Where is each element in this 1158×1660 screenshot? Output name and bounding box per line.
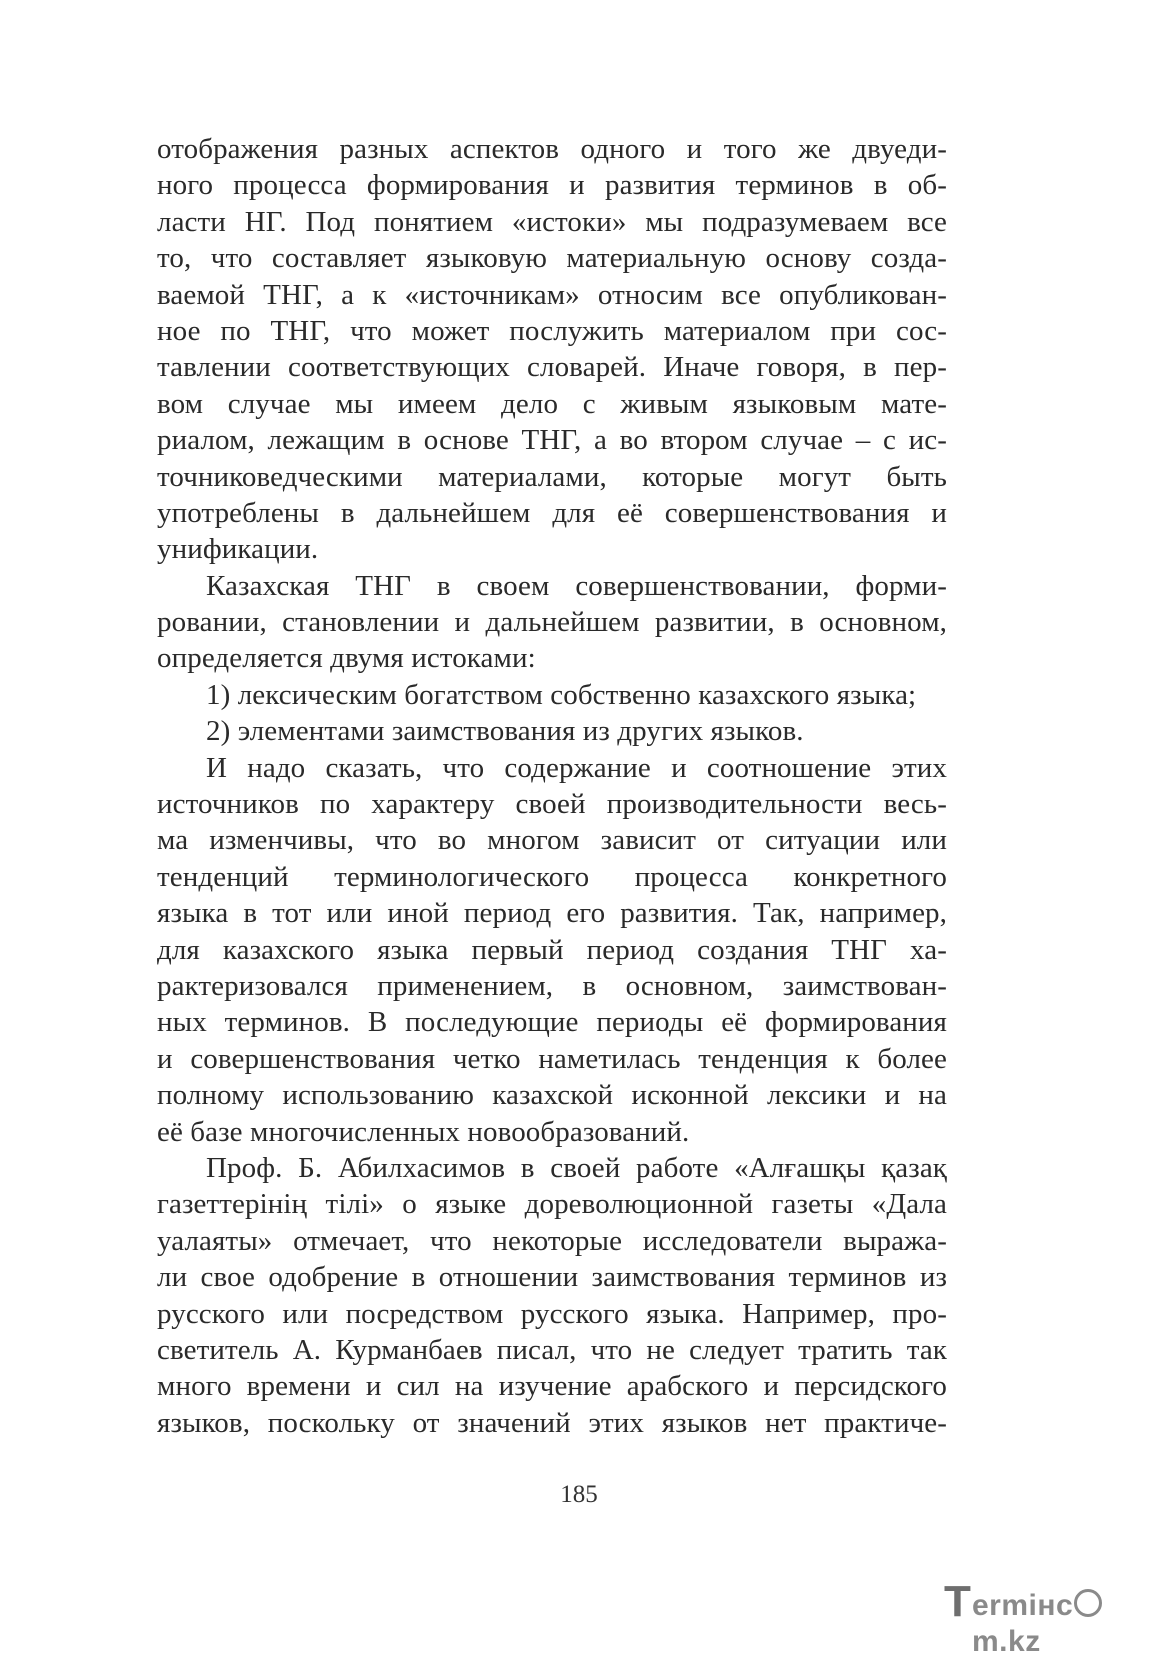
terminkom-watermark-logo (944, 1577, 1150, 1658)
text-line: тенденций терминологического процесса конкретного (157, 860, 947, 893)
text-line: употреблены в дальнейшем для её совершенствования и (157, 496, 947, 529)
text-line: уалаяты» отмечает, что некоторые исследователи выража- (157, 1224, 947, 1257)
text-line: для казахского языка первый период создания ТНГ ха- (157, 933, 947, 966)
text-line: ное по ТНГ, что может послужить материалом при сос- (157, 314, 947, 347)
text-line: светитель А. Курманбаев писал, что не следует тратить так (157, 1333, 947, 1366)
text-line: ли свое одобрение в отношении заимствования терминов из (157, 1261, 947, 1294)
text-line: определяется двумя истоками: (157, 642, 536, 675)
text-line: её базе многочисленных новообразований. (157, 1115, 690, 1148)
paragraph (157, 713, 947, 749)
text-line: И надо сказать, что содержание и соотношение этих (206, 751, 947, 784)
text-line: Казахская ТНГ в своем совершенствовании, форми- (206, 569, 947, 602)
text-line: вом случае мы имеем дело с живым языковым мате- (157, 387, 947, 420)
text-line: 2) элементами заимствования из других языков. (206, 715, 804, 748)
text-line: Проф. Б. Абилхасимов в своей работе «Алғашқы қазақ (206, 1151, 947, 1184)
watermark-letter-t: T (944, 1577, 971, 1626)
text-line: русского или посредством русского языка. Например, про- (157, 1297, 947, 1330)
text-line: много времени и сил на изучение арабского и персидского (157, 1370, 947, 1403)
paragraph (157, 677, 947, 713)
text-line: тавлении соответствующих словарей. Иначе говоря, в пер- (157, 351, 947, 384)
text-line: ровании, становлении и дальнейшем развитии, в основном, (157, 606, 947, 639)
text-line: точниковедческими материалами, которые могут быть (157, 460, 947, 493)
watermark-magnifier-icon (1074, 1589, 1102, 1617)
text-line: газеттерінің тілі» о языке дореволюционной газеты «Дала (157, 1188, 947, 1221)
text-line: риалом, лежащим в основе ТНГ, а во втором случае – с ис- (157, 424, 947, 457)
watermark-text (972, 1588, 1150, 1660)
text-line: ма изменчивы, что во многом зависит от ситуации или (157, 824, 947, 857)
text-line: языков, поскольку от значений этих языков нет практиче- (157, 1406, 947, 1439)
text-line: унификации. (157, 533, 319, 566)
paragraph (157, 750, 947, 1150)
watermark-text-part1: ermінc (972, 1589, 1074, 1622)
text-line: то, что составляет языковую материальную основу созда- (157, 242, 947, 275)
paragraph (157, 568, 947, 677)
page-number: 185 (560, 1481, 598, 1508)
text-line: языка в тот или иной период его развития. Так, например, (157, 897, 947, 930)
text-line: полному использованию казахской исконной лексики и на (157, 1079, 947, 1112)
text-line: ласти НГ. Под понятием «истоки» мы подразумеваем все (157, 205, 947, 238)
paragraph (157, 1150, 947, 1441)
text-line: источников по характеру своей производительности весь- (157, 788, 947, 821)
body-text (157, 131, 947, 1441)
text-line: рактеризовался применением, в основном, заимствован- (157, 969, 947, 1002)
watermark-text-part2: m.kz (972, 1625, 1041, 1658)
text-line: ных терминов. В последующие периоды её формирования (157, 1006, 947, 1039)
paragraph (157, 131, 947, 568)
text-line: ваемой ТНГ, а к «источникам» относим все опубликован- (157, 278, 947, 311)
text-line: и совершенствования четко наметилась тенденция к более (157, 1042, 947, 1075)
text-line: отображения разных аспектов одного и того же двуеди- (157, 133, 947, 165)
text-line: ного процесса формирования и развития терминов в об- (157, 169, 947, 202)
text-line: 1) лексическим богатством собственно казахского языка; (206, 678, 917, 711)
